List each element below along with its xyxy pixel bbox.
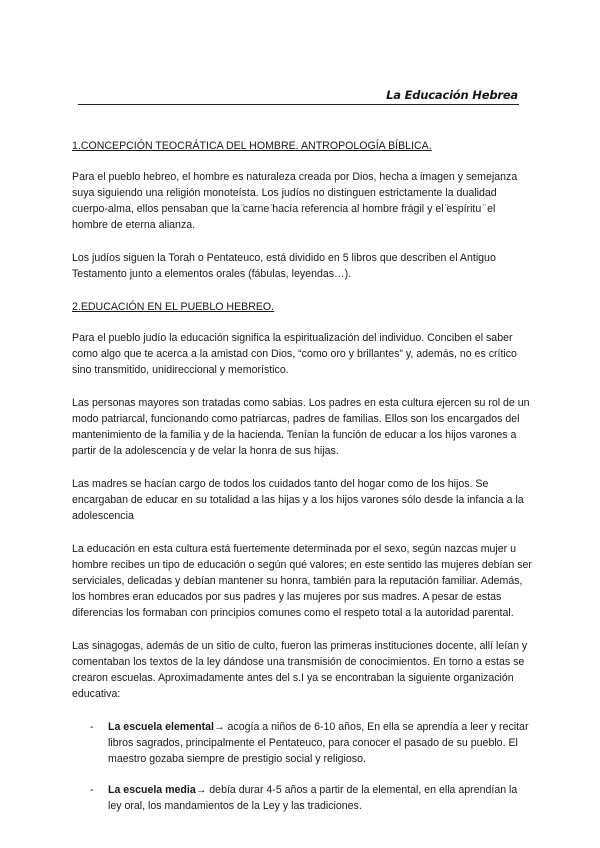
header-rule [78,104,519,105]
document-body [72,138,532,829]
section-2-paragraph-5: Las sinagogas, además de un sitio de culto, fueron las primeras instituciones docente, allí leían y comentaban los textos de la ley dándose una transmisión de conocimientos. En torno a estas se crearon escuelas. Aproximadamente antes del s.I ya se encontraban la siguiente organización educativa: [72,640,528,700]
list-text: acogía a niños de 6-10 años, En ella se aprendía a leer y recitar libros sagrados, principalmente el Pentateuco, para conocer el pasado de su pueblo. El maestro gozaba siempre de prestigio social y religioso. [108,721,529,765]
section-1-heading: 1.CONCEPCIÓN TEOCRÁTICA DEL HOMBRE. ANTROPOLOGÍA BÍBLICA. [72,140,432,152]
section-1-paragraph-1: Para el pueblo hebreo, el hombre es naturaleza creada por Dios, hecha a imagen y semejanza suya siguiendo una religión monoteísta. Los judíos no distinguen estrictamente la dualidad cuerpo-alma, ellos pensaban que la ̈carne ̈hacía referencia al hombre frágil y el ̈espíritu ̈ el hombre de eterna alianza. [72,171,518,231]
section-1-paragraph-2: Los judíos siguen la Torah o Pentateuco, está dividido en 5 libros que describen el Antiguo Testamento junto a elementos orales (fábulas, leyendas…). [72,252,496,280]
list-term: La escuela media [108,784,196,796]
section-2-paragraph-3: Las madres se hacían cargo de todos los cuidados tanto del hogar como de los hijos. Se encargaban de educar en su totalidad a las hijas y a los hijos varones sólo desde la infancia a la adolescencia [72,478,524,522]
school-list [72,719,532,814]
list-item [72,782,532,814]
section-2-paragraph-4: La educación en esta cultura está fuertemente determinada por el sexo, según nazcas mujer u hombre recibes un tipo de educación o según qué valores; en este sentido las mujeres debían ser serviciales, delicadas y debían mantener su honra, también para la reputación familiar. Además, los hombres eran educados por sus padres y las mujeres por sus madres. A pesar de estas diferencias los formaban con principios comunes como el respeto total a la autoridad parental. [72,543,532,619]
document-title: La Educación Hebrea [386,88,518,102]
list-item [72,719,532,767]
section-2-paragraph-1: Para el pueblo judío la educación significa la espiritualización del individuo. Conciben el saber como algo que te acerca a la amistad con Dios, “como oro y brillantes” y, además, no es crítico sino transmitido, unidireccional y memorístico. [72,332,517,376]
arrow-icon: → [195,784,207,796]
list-dash: - [90,721,94,733]
list-term: La escuela elemental [108,721,214,733]
list-text: debía durar 4-5 años a partir de la elemental, en ella aprendían la ley oral, los mandamientos de la Ley y las tradiciones. [108,784,518,812]
section-2-heading: 2.EDUCACIÓN EN EL PUEBLO HEBREO. [72,301,275,313]
section-2-paragraph-2: Las personas mayores son tratadas como sabias. Los padres en esta cultura ejercen su rol de un modo patriarcal, funcionando como patriarcas, padres de familias. Ellos son los encargados del mantenimiento de la familia y de la hacienda. Tenían la función de educar a los hijos varones a partir de la adolescencia y de velar la honra de sus hijas. [72,397,530,457]
list-dash: - [90,784,94,796]
arrow-icon: → [214,721,225,733]
